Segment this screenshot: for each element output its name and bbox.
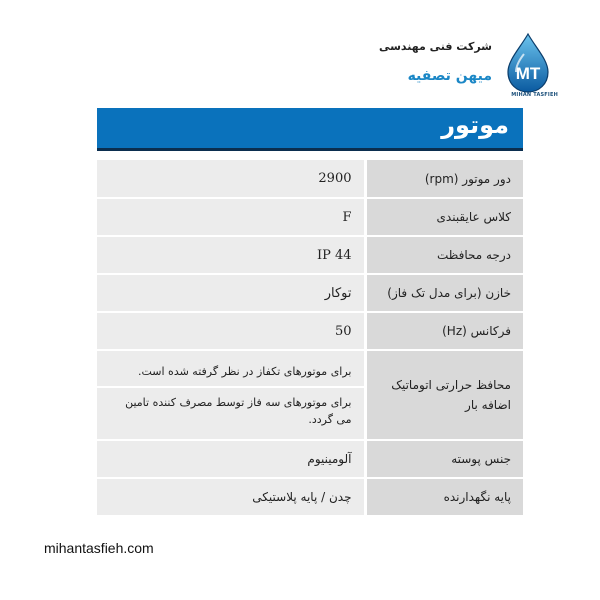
spec-value: IP 44 [97,236,365,274]
section-title: موتور [441,111,509,139]
table-row [97,274,523,312]
spec-value: چدن / پایه پلاستیکی [97,478,365,516]
company-name: میهن تصفیه [407,68,492,84]
logo-caption: MIHAN TASFIEH [511,92,558,98]
note-single-phase: برای موتورهای تکفاز در نظر گرفته شده است. [137,364,352,378]
section-header [97,108,523,151]
spec-value: F [97,198,365,236]
spec-label: پایه نگهدارنده [365,478,523,516]
spec-label: درجه محافظت [365,236,523,274]
spec-label: دور موتور (rpm) [365,160,523,198]
table-row [97,440,523,478]
logo-letters: MT [515,64,541,83]
spec-value: توکار [97,274,365,312]
website-url: mihantasfieh.com [44,540,154,556]
spec-value: آلومینیوم [97,440,365,478]
table-row [97,350,523,440]
table-row [97,478,523,516]
spec-label: محافظ حرارتی اتوماتیک اضافه بار [365,350,523,440]
table-row [97,160,523,198]
company-type-label: شرکت فنی مهندسی [378,40,492,53]
table-row [97,236,523,274]
spec-value: 50 [97,312,365,350]
water-drop-icon [502,32,554,94]
spec-label: کلاس عایقبندی [365,198,523,236]
note-three-phase: برای موتورهای سه فاز توسط مصرف کننده تامین می گردد. [97,386,364,434]
spec-notes [97,350,365,440]
table-row [97,312,523,350]
motor-spec-table [97,160,523,517]
spec-label: فرکانس (Hz) [365,312,523,350]
spec-label: جنس پوسته [365,440,523,478]
table-row [97,198,523,236]
spec-label: خازن (برای مدل تک فاز) [365,274,523,312]
company-logo [334,28,564,98]
spec-value: 2900 [97,160,365,198]
